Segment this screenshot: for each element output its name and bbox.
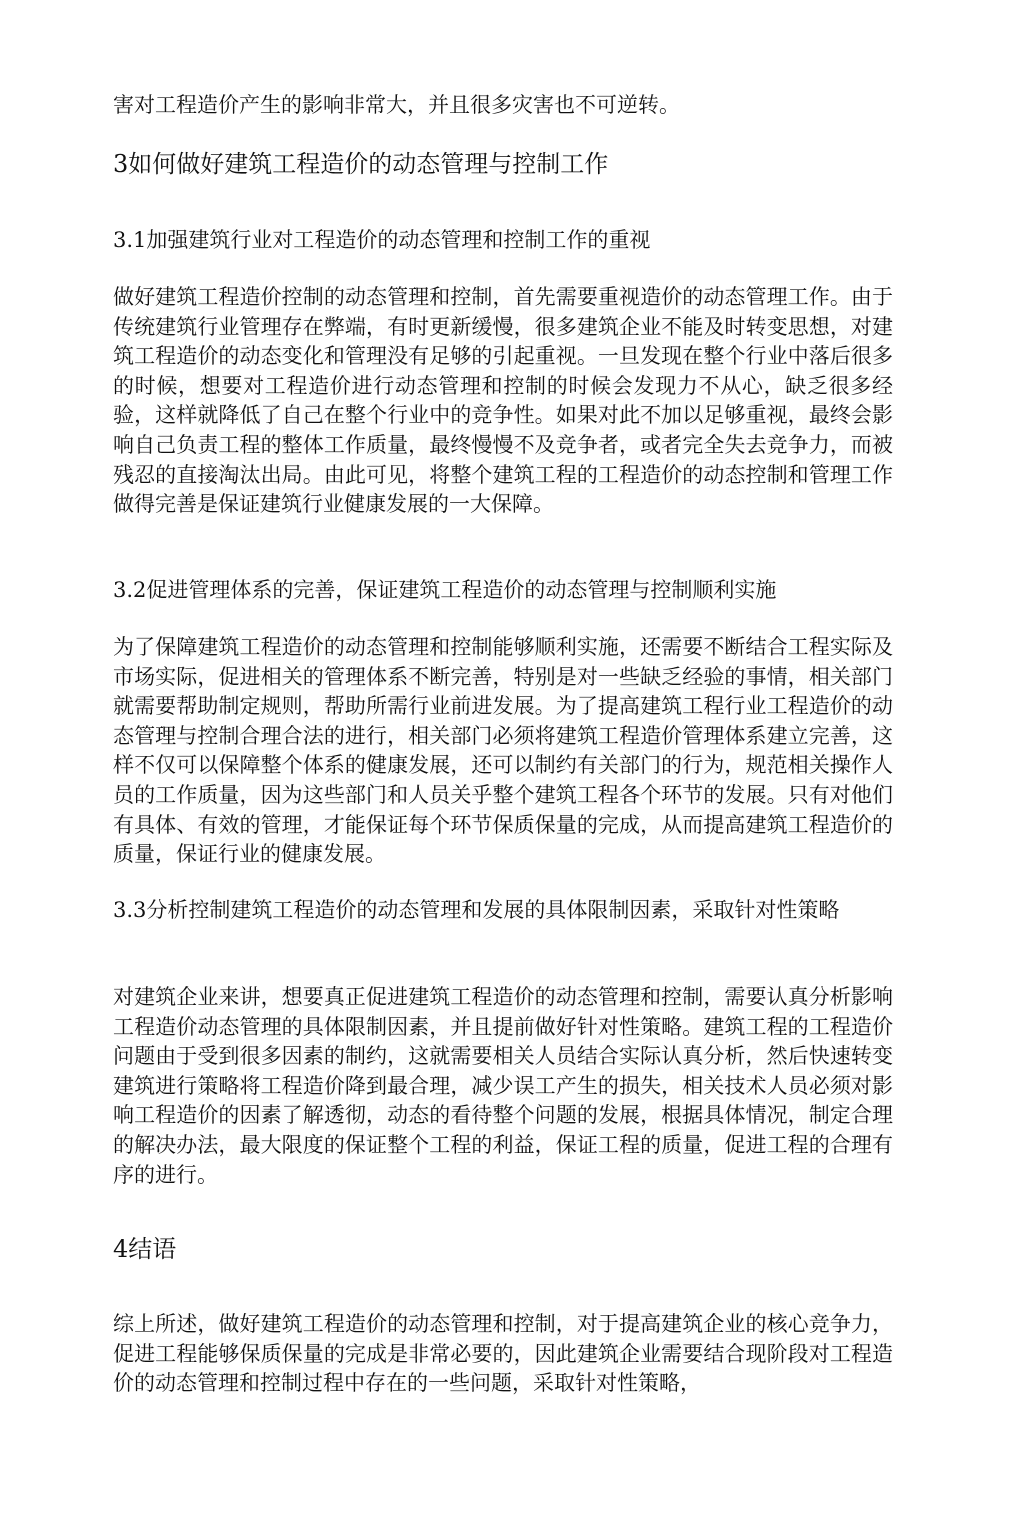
section-3-2-paragraph: 为了保障建筑工程造价的动态管理和控制能够顺利实施，还需要不断结合工程实际及市场实际，促进相关的管理体系不断完善，特别是对一些缺乏经验的事情，相关部门就需要帮助制定规则，帮助所需行业前进发展。为了提高建筑工程行业工程造价的动态管理与控制合理合法的进行，相关部门必须将建筑工程造价管理体系建立完善，这样不仅可以保障整个体系的健康发展，还可以制约有关部门的行为，规范相关操作人员的工作质量，因为这些部门和人员关乎整个建筑工程各个环节的发展。只有对他们有具体、有效的管理，才能保证每个环节保质保量的完成，从而提高建筑工程造价的质量，保证行业的健康发展。 xyxy=(113,635,893,867)
section-3-heading: 3如何做好建筑工程造价的动态管理与控制工作 xyxy=(113,150,609,178)
section-3-1-paragraph: 做好建筑工程造价控制的动态管理和控制，首先需要重视造价的动态管理工作。由于传统建筑行业管理存在弊端，有时更新缓慢，很多建筑企业不能及时转变思想，对建筑工程造价的动态变化和管理没有足够的引起重视。一旦发现在整个行业中落后很多的时候，想要对工程造价进行动态管理和控制的时候会发现力不从心，缺乏很多经验，这样就降低了自己在整个行业中的竞争性。如果对此不加以足够重视，最终会影响自己负责工程的整体工作质量，最终慢慢不及竞争者，或者完全失去竞争力，而被残忍的直接淘汰出局。由此可见，将整个建筑工程的工程造价的动态控制和管理工作做得完善是保证建筑行业健康发展的一大保障。 xyxy=(113,285,893,517)
section-4-paragraph: 综上所述，做好建筑工程造价的动态管理和控制，对于提高建筑企业的核心竞争力，促进工程能够保质保量的完成是非常必要的，因此建筑企业需要结合现阶段对工程造价的动态管理和控制过程中存在的一些问题，采取针对性策略， xyxy=(113,1312,893,1396)
section-3-2-heading: 3.2促进管理体系的完善，保证建筑工程造价的动态管理与控制顺利实施 xyxy=(113,578,777,602)
intro-paragraph-tail: 害对工程造价产生的影响非常大，并且很多灾害也不可逆转。 xyxy=(113,93,680,117)
section-4-heading: 4结语 xyxy=(113,1235,177,1263)
section-3-3-heading: 3.3分析控制建筑工程造价的动态管理和发展的具体限制因素，采取针对性策略 xyxy=(113,898,840,922)
section-3-1-heading: 3.1加强建筑行业对工程造价的动态管理和控制工作的重视 xyxy=(113,228,651,252)
section-3-3-paragraph: 对建筑企业来讲，想要真正促进建筑工程造价的动态管理和控制，需要认真分析影响工程造价动态管理的具体限制因素，并且提前做好针对性策略。建筑工程的工程造价问题由于受到很多因素的制约，这就需要相关人员结合实际认真分析，然后快速转变建筑进行策略将工程造价降到最合理，减少误工产生的损失，相关技术人员必须对影响工程造价的因素了解透彻，动态的看待整个问题的发展，根据具体情况，制定合理的解决办法，最大限度的保证整个工程的利益，保证工程的质量，促进工程的合理有序的进行。 xyxy=(113,985,893,1187)
